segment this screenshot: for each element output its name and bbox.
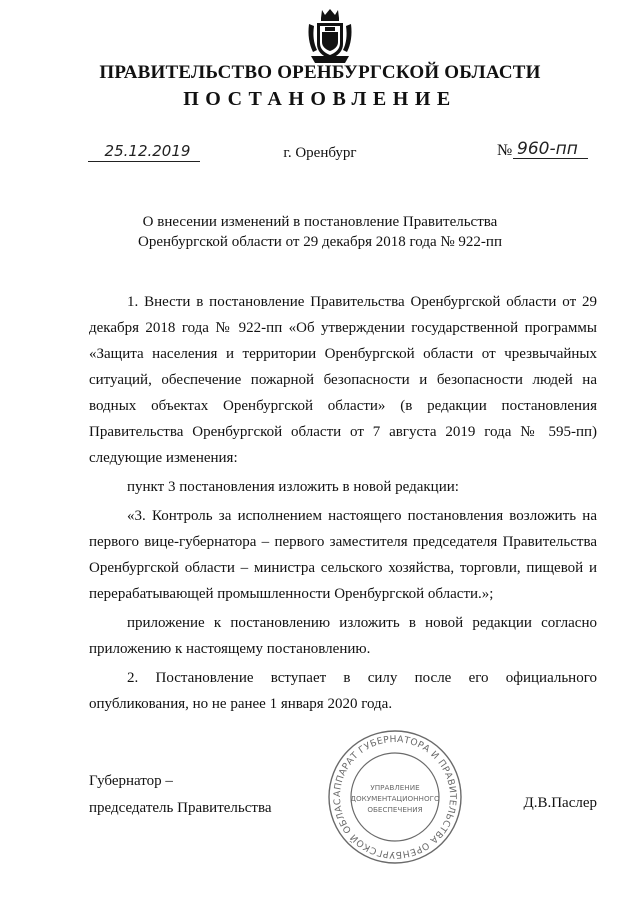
- paragraph-4: приложение к постановлению изложить в новой редакции согласно приложению к настоящему постановлению.: [89, 615, 597, 657]
- document-type: ПОСТАНОВЛЕНИЕ: [183, 88, 457, 110]
- subject-line-1: О внесении изменений в постановление Правительства: [142, 214, 498, 230]
- number-sign: №: [497, 142, 513, 159]
- document-body: [89, 289, 597, 720]
- organization-name: ПРАВИТЕЛЬСТВО ОРЕНБУРГСКОЙ ОБЛАСТИ: [99, 62, 541, 83]
- paragraph-1: 1. Внести в постановление Правительства Оренбургской области от 29 декабря 2018 года № 922-пп «Об утверждении государственной программы «Защита населения и территории Оренбургской области от чрезвычайных ситуаций, обеспечение пожарной безопасности и безопасности людей на водных объектах Оренбургской области» (в редакции постановления Правительства Оренбургской области от 7 августа 2019 года № 595-пп) следующие изменения:: [89, 294, 597, 466]
- paragraph-2: пункт 3 постановления изложить в новой редакции:: [127, 479, 459, 495]
- document-date: 25.12.2019: [104, 142, 191, 160]
- subject-line-2: Оренбургской области от 29 декабря 2018 года № 922-пп: [138, 234, 502, 250]
- document-subject: [100, 212, 540, 252]
- document-number: 960-пп: [517, 139, 578, 159]
- paragraph-3: «3. Контроль за исполнением настоящего постановления возложить на первого вице-губернатора – первого заместителя председателя Правительства Оренбургской области – министра сельского хозяйства, торговли, пищевой и перерабатывающей промышленности Оренбургской области.»;: [89, 508, 597, 602]
- signatory-title-line-2: председатель Правительства: [89, 800, 272, 816]
- stamp-inner-line-3: ОБЕСПЕЧЕНИЯ: [367, 805, 423, 814]
- stamp-inner-line-1: УПРАВЛЕНИЕ: [370, 783, 420, 792]
- stamp-outer-text: АППАРАТ ГУБЕРНАТОРА И ПРАВИТЕЛЬСТВА ОРЕНБУРГСКОЙ ОБЛАС: [331, 733, 459, 861]
- official-stamp: [325, 727, 465, 867]
- paragraph-5: 2. Постановление вступает в силу после его официального опубликования, но не ранее 1 января 2020 года.: [89, 670, 597, 712]
- coat-of-arms-icon: [305, 6, 355, 66]
- signatory-name: Д.В.Паслер: [523, 795, 597, 811]
- signatory-title-line-1: Губернатор –: [89, 773, 173, 789]
- document-city: г. Оренбург: [283, 145, 357, 161]
- signatory-title: [89, 768, 272, 822]
- stamp-inner-line-2: ДОКУМЕНТАЦИОННОГО: [350, 794, 440, 803]
- number-underline: [513, 158, 588, 159]
